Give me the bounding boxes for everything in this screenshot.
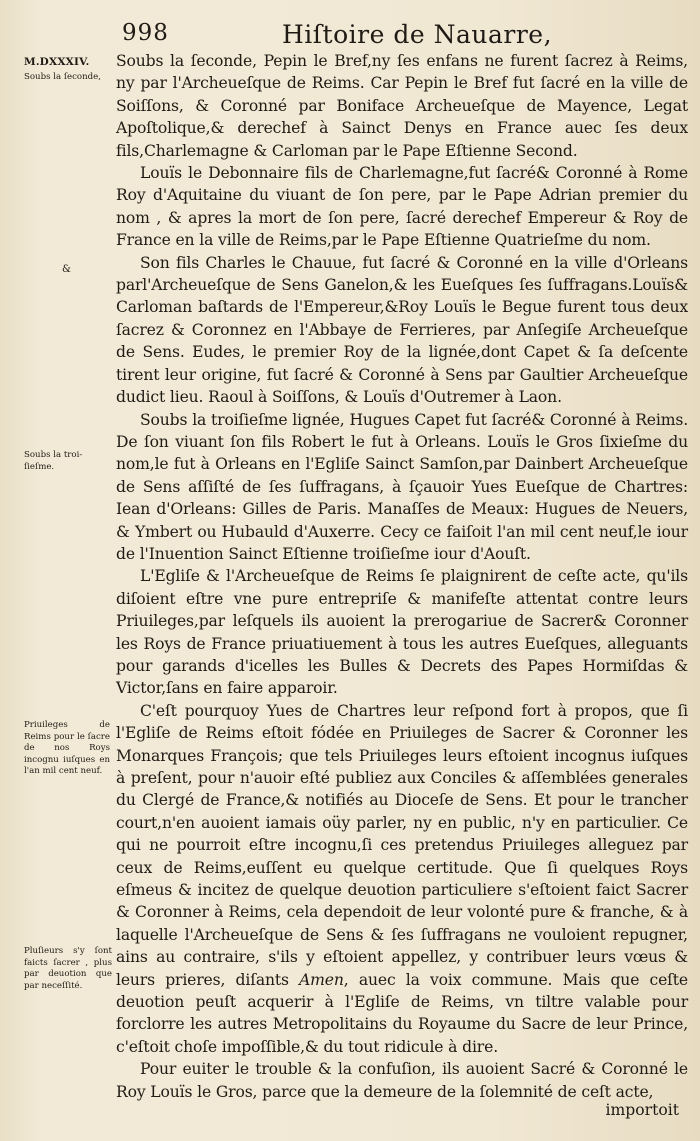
margin-ampersand-mark: & — [62, 264, 71, 275]
body-text — [116, 50, 688, 1103]
margin-note-deuotion: Pluſieurs s'y ſont faicts ſacrer , plus par deuotion que par neceſſité. — [24, 946, 112, 991]
catchword: importoit — [605, 1101, 679, 1119]
running-title: Hiſtoire de Nauarre, — [282, 20, 553, 49]
paragraph-text: C'eſt pourquoy Yues de Chartres leur reſpond fort à propos, que ſi l'Egliſe de Reims eſtoit fódée en Priuileges de Sacrer & Coronner les Monarques François; que tels Priuileges leurs eſtoient incognus iuſques à preſent, pour n'auoir eſté publiez aux Conciles & aſſemblées generales du Clergé de France,& notifiés au Dioceſe de Sens. Et pour le trancher court,n'en auoient iamais oüy parler, ny en public, n'y en particulier. Ce qui ne pourroit eſtre incognu,ſi ces pretendus Priuileges alleguez par ceux de Reims,euſſent eu quelque certitude. Que ſi quelques Roys eſmeus & incitez de quelque deuotion particuliere s'eſtoient faict Sacrer & Coronner à Reims, cela dependoit de leur volonté pure & franche, & à laquelle l'Archeueſque de Sens & ſes ſuffragans ne vouloient repugner, ains au contraire, s'ils y eſtoient appellez, y contribuer leurs vœus & leurs prieres, diſants — [116, 701, 688, 989]
margin-year: M.DXXXIV. — [24, 56, 90, 68]
paragraph: Son fils Charles le Chauue, fut ſacré & Coronné en la ville d'Orleans parl'Archeueſque de Sens Ganelon,& les Eueſques ſes ſuffragans.Louïs& Carloman baſtards de l'Empereur,&Roy Louïs le Begue furent tous deux ſacrez & Coronnez en l'Abbaye de Ferrieres, par Anſegiſe Archeueſque de Sens. Eudes, le premier Roy de la lignée,dont Capet & ſa deſcente tirent leur origine, fut ſacré & Coronné à Sens par Gaultier Archeueſque dudict lieu. Raoul à Soiſſons, & Louïs d'Outremer à Laon. — [116, 253, 688, 407]
paragraph: Pour euiter le trouble & la confuſion, ils auoient Sacré & Coronné le Roy Louïs le Gros, parce que la demeure de la ſolemnité de ceſt acte, — [116, 1060, 688, 1101]
italic-word-amen: Amen — [299, 970, 344, 989]
paragraph: Soubs la troiſieſme lignée, Hugues Capet fut ſacré& Coronné à Reims. De ſon viuant ſon fils Robert le fut à Orleans. Louïs le Gros ſixieſme du nom,le fut à Orleans en l'Egliſe Sainct Samſon,par Dainbert Archeueſque de Sens aſſiſté de ſes ſuffragans, à ſçauoir Yues Eueſque de Chartres: Iean d'Orleans: Gilles de Paris. Manaſſes de Meaux: Hugues de Neuers, & Ymbert ou Hubauld d'Auxerre. Cecy ce faiſoit l'an mil cent neuf,le iour de l'Inuention Sainct Eſtienne troiſieſme iour d'Aouſt. — [116, 410, 688, 563]
page-number: 998 — [122, 20, 169, 46]
paragraph — [116, 700, 688, 1059]
paragraph-text: , auec la voix commune. Mais que ceſte deuotion peuſt acquerir à l'Egliſe de Reims, vn tiltre valable pour forclorre les autres Metropolitains du Royaume du Sacre de leur Prince, c'eſtoit choſe impoſſible,& du tout ridicule à dire. — [116, 970, 688, 1056]
margin-note-troisieme: Soubs la troi-ſieſme. — [24, 450, 83, 472]
page-header — [0, 6, 700, 52]
margin-note-priuileges: Priuileges de Reims pour le ſacre de nos Roys incognu iuſques en l'an mil cent neuf. — [24, 720, 110, 777]
margin-note-seconde: Soubs la ſeconde, — [24, 72, 101, 82]
paragraph: Louïs le Debonnaire fils de Charlemagne,fut ſacré& Coronné à Rome Roy d'Aquitaine du viuant de ſon pere, par le Pape Adrian premier du nom , & apres la mort de ſon pere, ſacré derechef Empereur & Roy de France en la ville de Reims,par le Pape Eſtienne Quatrieſme du nom. — [116, 164, 688, 250]
paragraph: Soubs la ſeconde, Pepin le Bref,ny ſes enfans ne furent ſacrez à Reims, ny par l'Archeueſque de Reims. Car Pepin le Bref fut ſacré en la ville de Soiſſons, & Coronné par Boniface Archeueſque de Mayence, Legat Apoſtolique,& derechef à Sainct Denys en France auec ſes deux fils,Charlemagne & Carloman par le Pape Eſtienne Second. — [116, 52, 688, 160]
paragraph: L'Egliſe & l'Archeueſque de Reims ſe plaignirent de ceſte acte, qu'ils diſoient eſtre vne pure entrepriſe & manifeſte attentat contre leurs Priuileges,par leſquels ils auoient la prerogariue de Sacrer& Coronner les Roys de France priuatiuement à tous les autres Eueſques, alleguants pour garands d'icelles les Bulles & Decrets des Papes Hormiſdas & Victor,ſans en faire apparoir. — [116, 567, 688, 698]
